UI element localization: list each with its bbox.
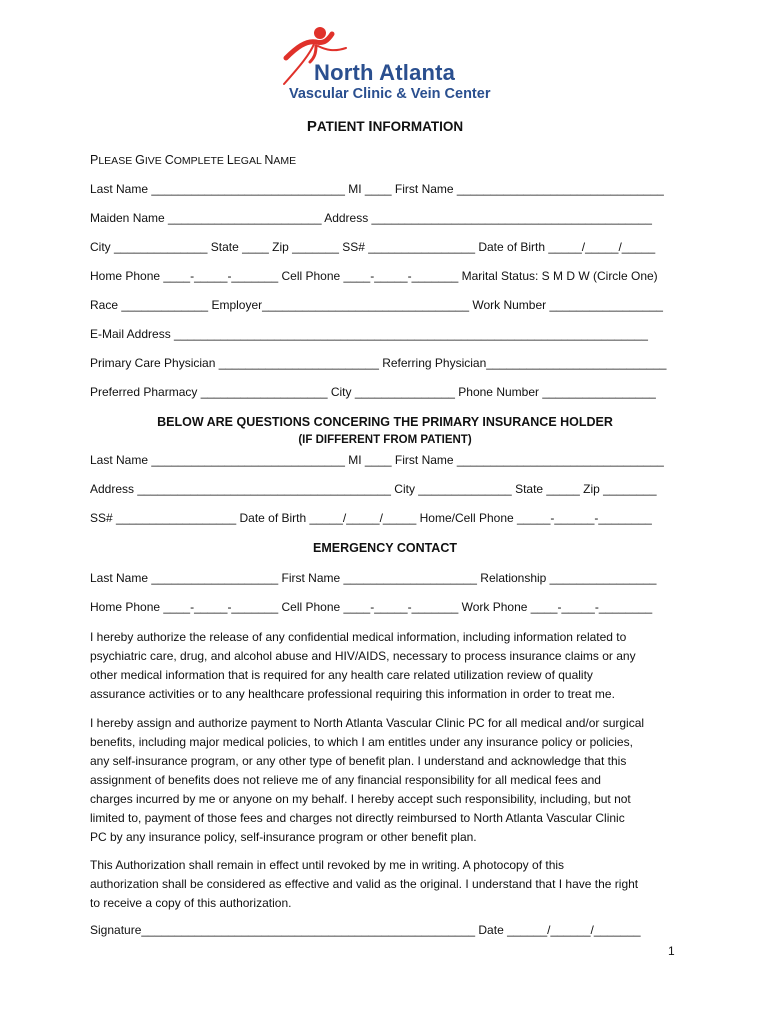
insurance-heading: BELOW ARE QUESTIONS CONCERING THE PRIMARY INSURANCE HOLDER bbox=[157, 415, 613, 429]
paragraph-line: charges incurred by me or anyone on my behalf. I hereby accept such responsibility, including, but not bbox=[90, 792, 631, 806]
paragraph-line: to receive a copy of this authorization. bbox=[90, 896, 292, 910]
insurance-address-line[interactable]: Address ______________________________________ City ______________ State _____ Zip ________ bbox=[90, 482, 657, 496]
paragraph-line: authorization shall be considered as effective and valid as the original. I understand that I have the right bbox=[90, 877, 639, 891]
paragraph-line: limited to, payment of those fees and charges not directly reimbursed to North Atlanta Vascular Clinic bbox=[90, 811, 625, 825]
page-title: PATIENT INFORMATION bbox=[306, 118, 464, 135]
authorization-validity-paragraph bbox=[90, 856, 690, 913]
physician-line[interactable]: Primary Care Physician ________________________ Referring Physician___________________________ bbox=[90, 356, 667, 370]
paragraph-line: benefits, including major medical policies, to which I am entitles under any insurance policy or policies, bbox=[90, 735, 633, 749]
signature-date-line[interactable]: Signature__________________________________________________ Date ______/______/_______ bbox=[90, 923, 641, 937]
legal-name-note: PLEASE GIVE COMPLETE LEGAL NAME bbox=[90, 153, 297, 167]
race-employer-work-line[interactable]: Race _____________ Employer_______________________________ Work Number _________________ bbox=[90, 298, 663, 312]
clinic-logo bbox=[270, 22, 510, 106]
paragraph-line: assurance activities or to any healthcare professional requiring this information in order to treat me. bbox=[90, 687, 615, 701]
insurance-name-line[interactable]: Last Name _____________________________ MI ____ First Name _______________________________ bbox=[90, 453, 664, 467]
paragraph-line: This Authorization shall remain in effect until revoked by me in writing. A photocopy of this bbox=[90, 858, 565, 872]
emergency-name-line[interactable]: Last Name ___________________ First Name ____________________ Relationship ________________ bbox=[90, 571, 657, 585]
insurance-subheading: (IF DIFFERENT FROM PATIENT) bbox=[298, 434, 472, 446]
paragraph-line: assignment of benefits does not relieve me of any financial responsibility for all medical fees and bbox=[90, 773, 601, 787]
emergency-heading: EMERGENCY CONTACT bbox=[313, 541, 457, 555]
phone-marital-status-line[interactable]: Home Phone ____-_____-_______ Cell Phone ____-_____-_______ Marital Status: S M D W (Circle One) bbox=[90, 269, 658, 283]
release-authorization-paragraph bbox=[90, 628, 690, 704]
paragraph-line: PC by any insurance policy, self-insurance program or other benefit plan. bbox=[90, 830, 477, 844]
patient-name-line[interactable]: Last Name _____________________________ MI ____ First Name _______________________________ bbox=[90, 182, 664, 196]
logo-title: North Atlanta bbox=[314, 60, 456, 85]
email-line[interactable]: E-Mail Address _______________________________________________________________________ bbox=[90, 327, 648, 341]
assignment-of-benefits-paragraph bbox=[90, 714, 690, 847]
paragraph-line: psychiatric care, drug, and alcohol abuse and HIV/AIDS, necessary to process insurance claims or any bbox=[90, 649, 636, 663]
page-number: 1 bbox=[668, 944, 675, 958]
paragraph-line: other medical information that is required for any health care related utilization review of quality bbox=[90, 668, 593, 682]
insurance-ssn-dob-phone-line[interactable]: SS# __________________ Date of Birth _____/_____/_____ Home/Cell Phone _____-______-________ bbox=[90, 511, 652, 525]
city-state-zip-ssn-dob-line[interactable]: City ______________ State ____ Zip _______ SS# ________________ Date of Birth _____/_____/_____ bbox=[90, 240, 656, 254]
paragraph-line: I hereby authorize the release of any confidential medical information, including information related to bbox=[90, 630, 627, 644]
paragraph-line: any self-insurance program, or any other type of benefit plan. I understand and acknowledge that this bbox=[90, 754, 627, 768]
pharmacy-line[interactable]: Preferred Pharmacy ___________________ City _______________ Phone Number _________________ bbox=[90, 385, 656, 399]
emergency-phone-line[interactable]: Home Phone ____-_____-_______ Cell Phone ____-_____-_______ Work Phone ____-_____-________ bbox=[90, 600, 653, 614]
maiden-name-address-line[interactable]: Maiden Name _______________________ Address __________________________________________ bbox=[90, 211, 652, 225]
logo-subtitle: Vascular Clinic & Vein Center bbox=[289, 86, 491, 102]
paragraph-line: I hereby assign and authorize payment to North Atlanta Vascular Clinic PC for all medical and/or surgical bbox=[90, 716, 645, 730]
